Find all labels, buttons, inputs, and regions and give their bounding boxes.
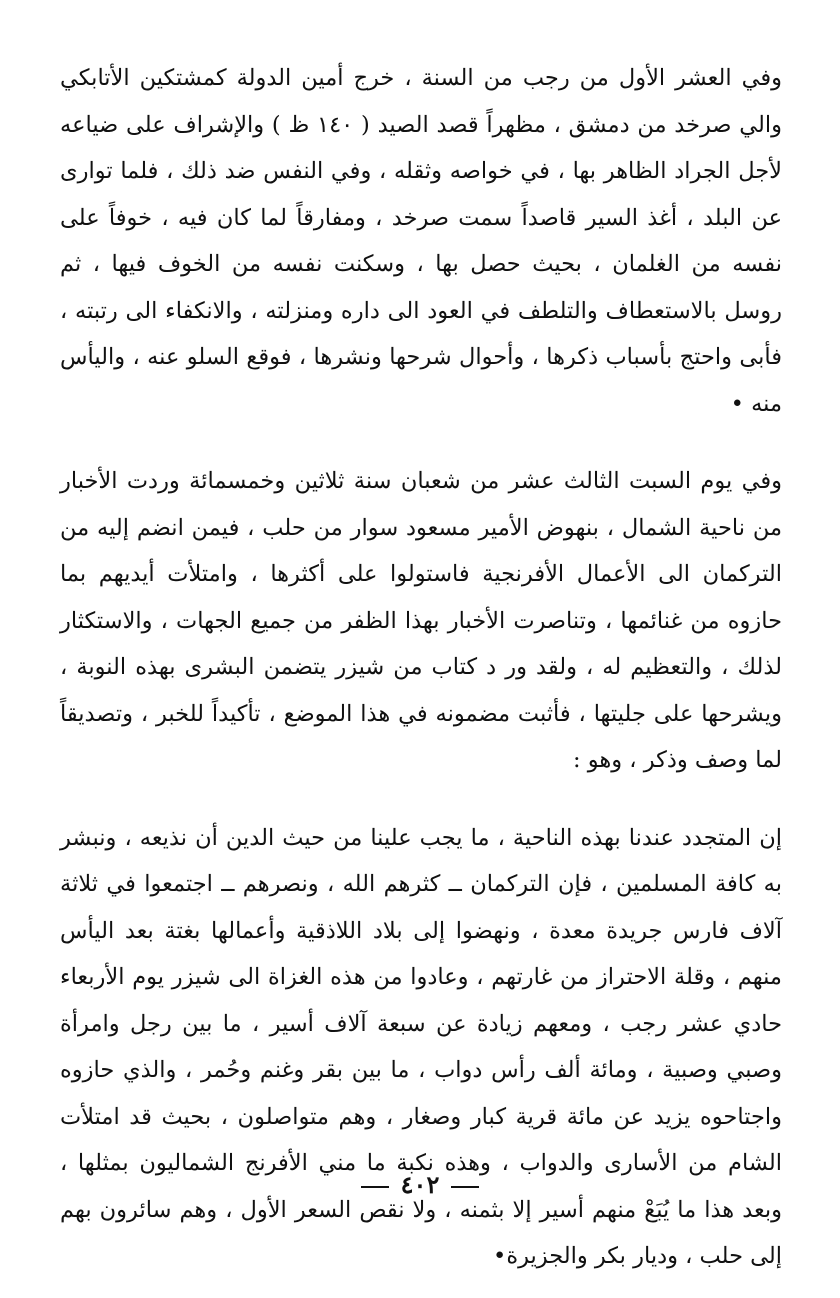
paragraph-2: وفي يوم السبت الثالث عشر من شعبان سنة ثلاثين وخمسمائة وردت الأخبار من ناحية الشمال ، بنهوض الأمير مسعود سوار من حلب ، فيمن انضم إليه من التركمان الى الأعمال الأفرنجية فاستولوا على أكثرها ، وامتلأت أيديهم بما حازوه من غنائمها ، وتناصرت الأخبار بهذا الظفر من جميع الجهات ، والاستكثار لذلك ، والتعظيم له ، ولقد ور د كتاب من شيزر يتضمن البشرى بهذه النوبة ، ويشرحها على جليتها ، فأثبت مضمونه في هذا الموضع ، تأكيداً للخبر ، وتصديقاً لما وصف وذكر ، وهو : [60, 468, 782, 773]
paragraph-3: إن المتجدد عندنا بهذه الناحية ، ما يجب علينا من حيث الدين أن نذيعه ، ونبشر به كافة المسلمين ، فإن التركمان ــ كثرهم الله ، ونصرهم ــ اجتمعوا في ثلاثة آلاف فارس جريدة معدة ، ونهضوا إلى بلاد اللاذقية وأعمالها بغتة بعد اليأس منهم ، وقلة الاحتراز من غارتهم ، وعادوا من هذه الغزاة الى شيزر يوم الأربعاء حادي عشر رجب ، ومعهم زيادة عن سبعة آلاف أسير ، ما بين رجل وامرأة وصبي وصبية ، ومائة ألف رأس دواب ، ما بين بقر وغنم وحُمر ، والذي حازوه واجتاحوه يزيد عن مائة قرية كبار وصغار ، وهم متواصلون ، بحيث قد امتلأت الشام من الأسارى والدواب ، وهذه نكبة ما مني الأفرنج الشماليون بمثلها ، وبعد هذا ما يُبَعْ منهم أسير إلا بثمنه ، ولا نقص السعر الأول ، وهم سائرون بهم إلى حلب ، وديار بكر والجزيرة• [60, 824, 782, 1269]
page-number: ٤٠٢ [400, 1170, 440, 1199]
page-number-footer [0, 1170, 840, 1199]
paragraph-1: وفي العشر الأول من رجب من السنة ، خرج أمين الدولة كمشتكين الأتابكي والي صرخد من دمشق ، مظهراً قصد الصيد ( ١٤٠ ظ ) والإشراف على ضياعه لأجل الجراد الظاهر بها ، في خواصه وثقله ، وفي النفس ضد ذلك ، فلما توارى عن البلد ، أغذ السير قاصداً سمت صرخد ، ومفارقاً لما كان فيه ، خوفاً على نفسه من الغلمان ، بحيث حصل بها ، وسكنت نفسه من الخوف فيها ، ثم روسل بالاستعطاف والتلطف في العود الى داره ومنزلته ، والانكفاء الى رتبته ، فأبى واحتج بأسباب ذكرها ، وأحوال شرحها ونشرها ، فوقع السلو عنه ، واليأس منه • [60, 65, 782, 417]
left-dash [361, 1186, 389, 1188]
right-dash [451, 1186, 479, 1188]
